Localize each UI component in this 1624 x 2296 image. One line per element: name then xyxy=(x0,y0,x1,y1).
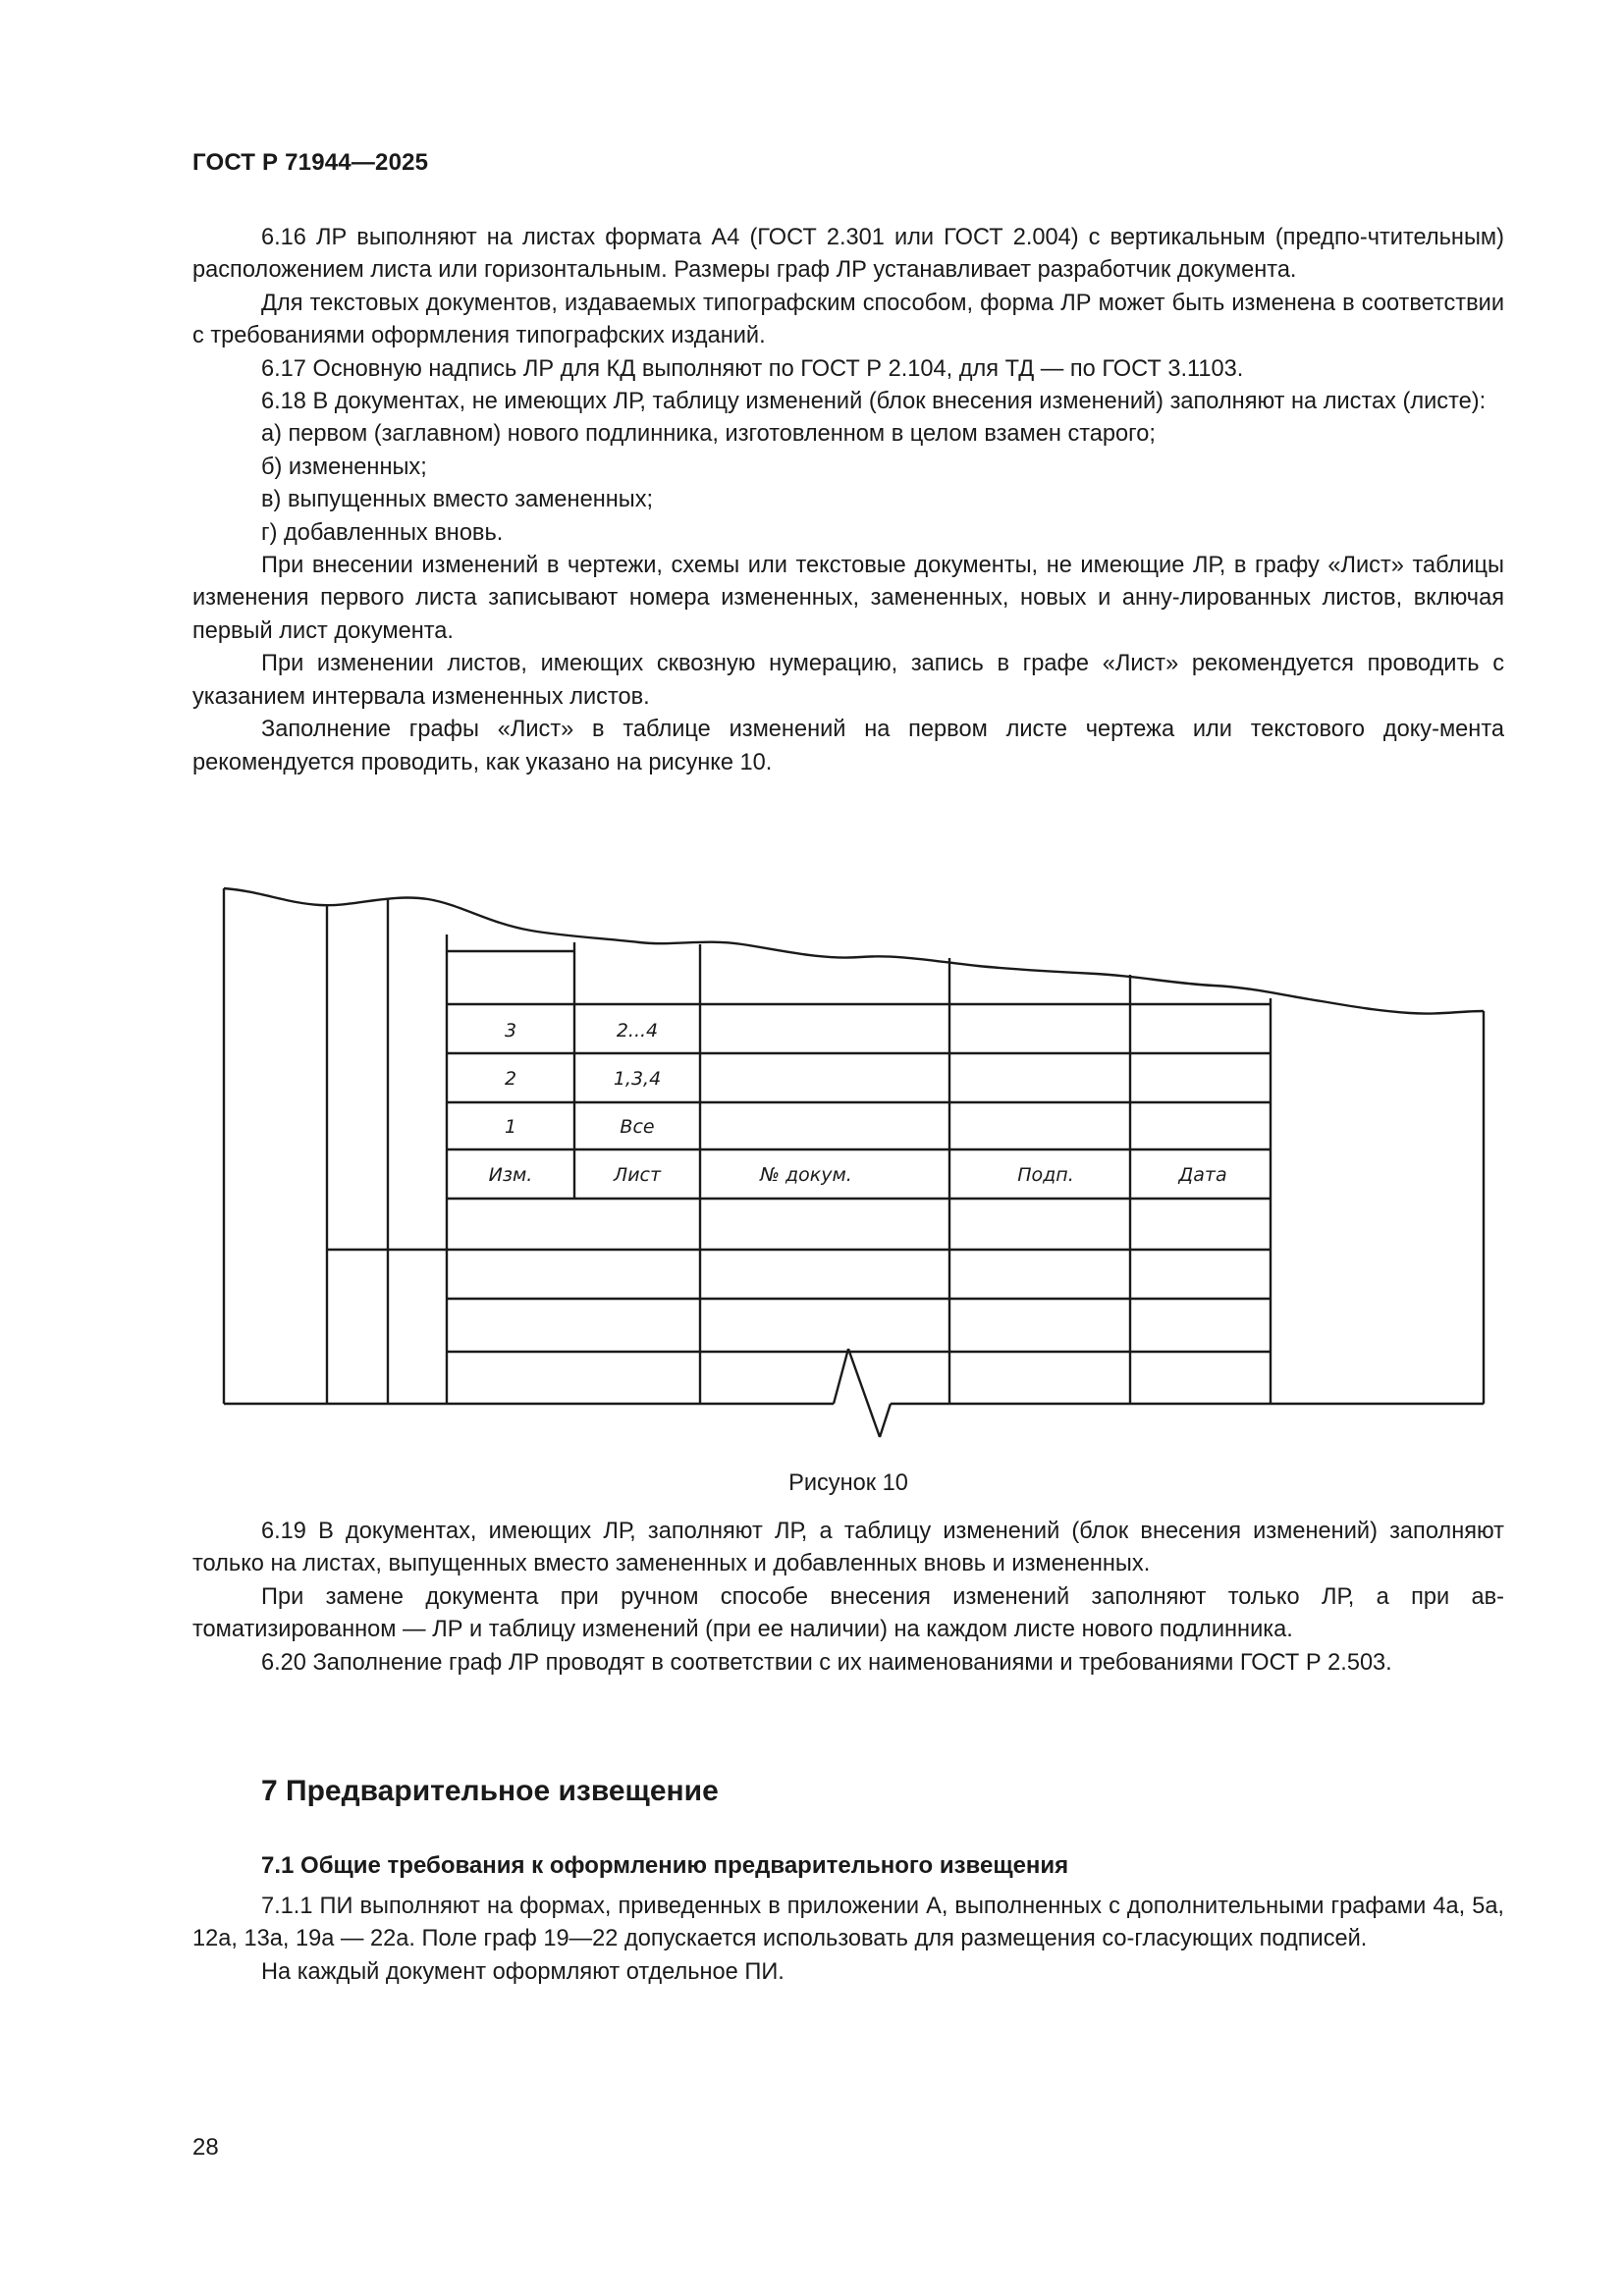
list-item: а) первом (заглавном) нового подлинника, изготовленном в целом взамен старого; xyxy=(261,421,1156,448)
paragraph: Для текстовых документов, издаваемых типографским способом, форма ЛР может быть изменена в соответствии с требованиями оформления типографских изданий. xyxy=(192,290,1504,349)
text-block-mid xyxy=(192,1516,1504,1680)
paragraph: 6.20 Заполнение граф ЛР проводят в соответствии с их наименованиями и требованиями ГОСТ Р 2.503. xyxy=(261,1649,1392,1676)
list-item: в) выпущенных вместо замененных; xyxy=(261,487,654,513)
paragraph: При изменении листов, имеющих сквозную нумерацию, запись в графе «Лист» рекомендуется проводить с указанием интервала измененных листов. xyxy=(192,651,1504,710)
paragraph: 7.1.1 ПИ выполняют на формах, приведенных в приложении А, выполненных с дополнительными графами 4а, 5а, 12а, 13а, 19а — 22а. Поле граф 19—22 допускается использовать для размещения со-гласующих подписей. xyxy=(192,1894,1504,1952)
cell-list-row1: 2...4 xyxy=(616,1020,659,1041)
cell-list-row2: 1,3,4 xyxy=(613,1068,662,1090)
header-izm: Изм. xyxy=(488,1164,533,1186)
cell-izm-row3: 1 xyxy=(504,1116,517,1138)
break-line-top xyxy=(224,888,1484,1014)
subsection-title: 7.1 Общие требования к оформлению предварительного извещения xyxy=(261,1852,1069,1879)
change-table-drawing xyxy=(192,864,1504,1453)
figure-caption: Рисунок 10 xyxy=(788,1470,908,1496)
figure-10-change-table xyxy=(192,864,1504,1453)
paragraph: При внесении изменений в чертежи, схемы или текстовые документы, не имеющие ЛР, в графу «Лист» таблицы изменения первого листа записывают номера измененных, замененных, новых и анну-лированных листов, включая первый лист документа. xyxy=(192,553,1504,644)
list-item: г) добавленных вновь. xyxy=(261,519,504,546)
document-header: ГОСТ Р 71944—2025 xyxy=(192,149,429,176)
paragraph: 6.18 В документах, не имеющих ЛР, таблицу изменений (блок внесения изменений) заполняют на листах (листе): xyxy=(261,389,1487,415)
paragraph: 6.16 ЛР выполняют на листах формата А4 (ГОСТ 2.301 или ГОСТ 2.004) с вертикальным (предпо-чтительным) расположением листа или горизонтальным. Размеры граф ЛР устанавливает разработчик документа. xyxy=(192,225,1504,284)
text-block-bottom xyxy=(192,1891,1504,1989)
cell-izm-row1: 3 xyxy=(504,1020,517,1041)
paragraph: 6.19 В документах, имеющих ЛР, заполняют ЛР, а таблицу изменений (блок внесения изменений) заполняют только на листах, выпущенных вместо замененных и добавленных вновь и измененных. xyxy=(192,1519,1504,1577)
header-data: Дата xyxy=(1178,1164,1227,1186)
page-number: 28 xyxy=(192,2134,219,2161)
cell-izm-row2: 2 xyxy=(504,1068,517,1090)
header-dokum: № докум. xyxy=(760,1164,852,1186)
cell-list-row3: Все xyxy=(620,1116,655,1138)
paragraph: При замене документа при ручном способе внесения изменений заполняют только ЛР, а при ав-томатизированном — ЛР и таблицу изменений (при ее наличии) на каждом листе нового подлинника. xyxy=(192,1583,1504,1643)
section-title: 7 Предварительное извещение xyxy=(261,1775,719,1807)
paragraph: На каждый документ оформляют отдельное ПИ. xyxy=(261,1958,785,1985)
text-block-top xyxy=(192,222,1504,779)
paragraph: Заполнение графы «Лист» в таблице изменений на первом листе чертежа или текстового доку-мента рекомендуется проводить, как указано на рисунке 10. xyxy=(192,717,1504,775)
header-list: Лист xyxy=(613,1164,662,1186)
paragraph: 6.17 Основную надпись ЛР для КД выполняют по ГОСТ Р 2.104, для ТД — по ГОСТ 3.1103. xyxy=(261,355,1244,382)
list-item: б) измененных; xyxy=(261,454,427,480)
header-podp: Подп. xyxy=(1017,1164,1074,1186)
